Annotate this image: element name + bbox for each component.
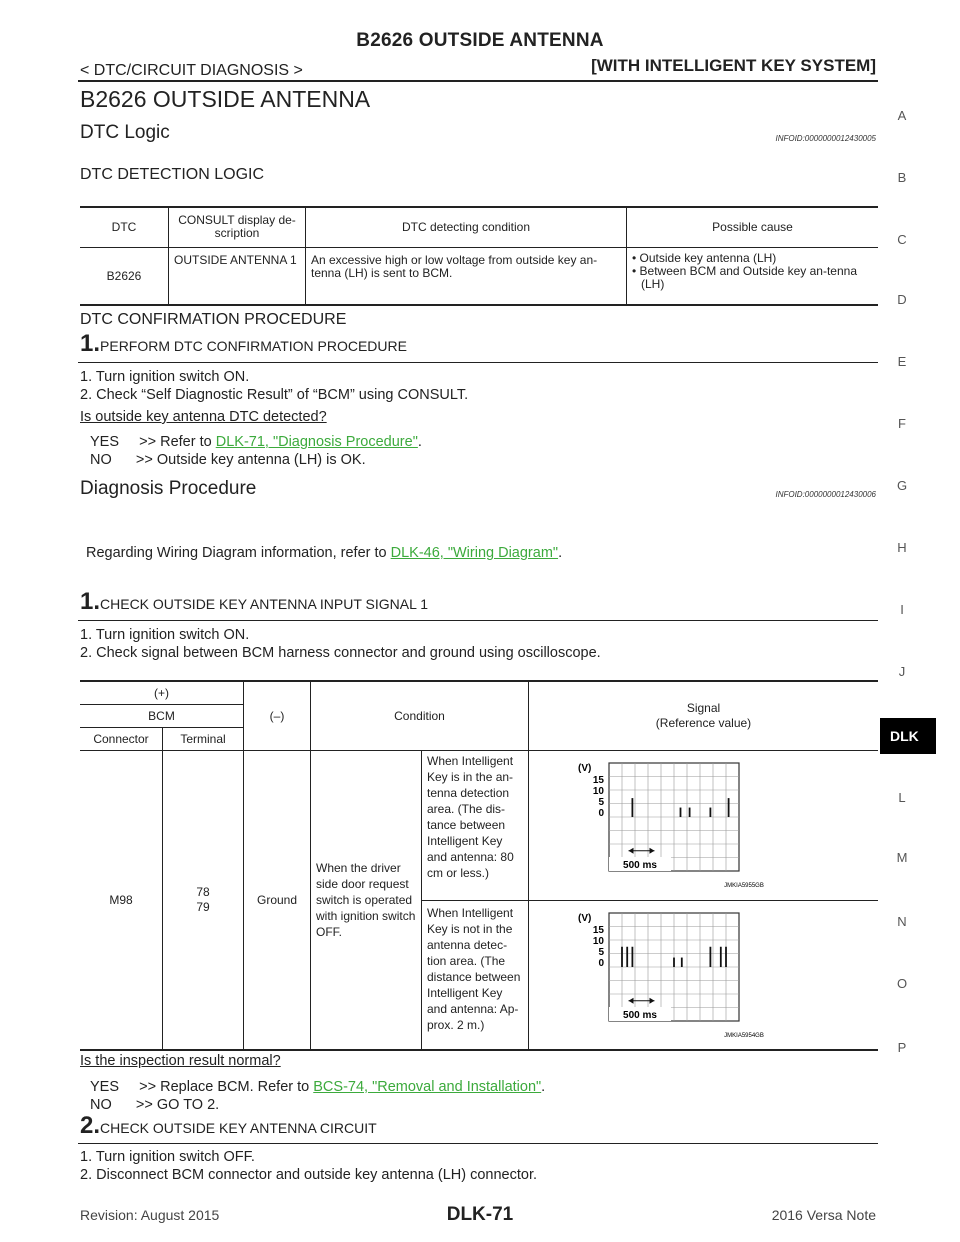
scope-grid	[609, 763, 739, 871]
section-label: < DTC/CIRCUIT DIAGNOSIS >	[80, 62, 303, 79]
dtc-causes	[627, 247, 879, 305]
system-label: [WITH INTELLIGENT KEY SYSTEM]	[591, 56, 876, 75]
confirm-step-1-items	[80, 368, 468, 404]
wiring-prefix: Regarding Wiring Diagram information, refer to	[86, 545, 391, 561]
section-tab-p[interactable]: P	[897, 1040, 907, 1055]
step-number: 1.	[80, 588, 101, 615]
terminal-values	[163, 750, 244, 1050]
page-title: B2626 OUTSIDE ANTENNA	[80, 86, 371, 112]
inspection-no: NO >> GO TO 2.	[90, 1097, 220, 1113]
scope-tick: 5	[598, 797, 604, 808]
section-tab-c[interactable]: C	[897, 232, 907, 247]
list-item: 1. Turn ignition switch OFF.	[80, 1149, 255, 1165]
section-tab-g[interactable]: G	[896, 478, 908, 493]
oscilloscope-waveform-a	[574, 759, 794, 891]
scope-tick: 15	[592, 924, 604, 936]
step-rule	[78, 620, 878, 621]
list-item: 2. Check “Self Diagnostic Result” of “BCM” using CONSULT.	[80, 387, 469, 403]
th-minus: (–)	[244, 681, 311, 750]
section-tab-b[interactable]: B	[897, 170, 907, 185]
list-item: 1. Turn ignition switch ON.	[80, 369, 250, 385]
dtc-code: B2626	[80, 247, 169, 305]
step-rule	[78, 362, 878, 363]
th-cause: Possible cause	[712, 220, 793, 235]
th-plus: (+)	[80, 681, 244, 704]
diag-step-1-items	[80, 626, 601, 662]
section-tab-h[interactable]: H	[897, 540, 907, 555]
section-tab-o[interactable]: O	[896, 976, 908, 991]
list-item: 2. Disconnect BCM connector and outside key antenna (LH) connector.	[80, 1167, 538, 1183]
link-diagnosis-procedure[interactable]: DLK-71, "Diagnosis Procedure"	[215, 434, 418, 450]
scope-time: 500 ms	[623, 860, 657, 871]
inspection-yes	[90, 1078, 545, 1096]
cause-item: • Between BCM and Outside key an-tenna (LH)	[632, 263, 858, 291]
confirm-yes	[90, 433, 422, 451]
terminal-value: 78	[196, 884, 210, 899]
section-tab-e[interactable]: E	[897, 354, 907, 369]
step-title: CHECK OUTSIDE KEY ANTENNA INPUT SIGNAL 1	[100, 596, 429, 612]
scope-tick: 0	[598, 808, 604, 819]
section-tab-m[interactable]: M	[896, 850, 908, 865]
wiring-ref	[86, 544, 562, 562]
dtc-display: OUTSIDE ANTENNA 1	[169, 247, 306, 305]
terminal-value: 79	[196, 899, 210, 914]
ground-value: Ground	[244, 750, 311, 1050]
confirm-step-1	[80, 330, 407, 358]
section-tab-d[interactable]: D	[897, 292, 907, 307]
wiring-suffix: .	[558, 545, 563, 561]
cause-item: • Outside key antenna (LH)	[632, 250, 777, 265]
dtc-logic-infoid: INFOID:0000000012430005	[775, 134, 876, 143]
list-item: 1. Turn ignition switch ON.	[80, 627, 250, 643]
th-bcm: BCM	[80, 704, 244, 727]
dtc-table-wrap	[80, 206, 878, 306]
dtc-condition: An excessive high or low voltage from outside key an-tenna (LH) is sent to BCM.	[306, 247, 627, 305]
scope-tick: 5	[598, 946, 604, 958]
yes-prefix: YES >> Replace BCM. Refer to	[90, 1079, 314, 1095]
dtc-table	[80, 206, 878, 306]
scope-tick: 0	[598, 957, 604, 969]
header-rule	[78, 80, 878, 82]
confirm-question: Is outside key antenna DTC detected?	[80, 409, 327, 425]
th-terminal: Terminal	[163, 727, 244, 750]
scope-pulses	[629, 798, 729, 854]
link-wiring-diagram[interactable]: DLK-46, "Wiring Diagram"	[390, 545, 559, 561]
step-title: PERFORM DTC CONFIRMATION PROCEDURE	[100, 338, 407, 354]
confirm-no: NO >> Outside key antenna (LH) is OK.	[90, 452, 366, 468]
section-tab-i[interactable]: I	[900, 602, 904, 617]
th-condition: DTC detecting condition	[306, 207, 627, 247]
signal-label: Signal	[686, 700, 721, 715]
step-rule	[78, 1143, 878, 1144]
yes-suffix: .	[541, 1079, 546, 1095]
th-condition: Condition	[311, 681, 529, 750]
th-display: CONSULT display de-scription	[169, 207, 306, 247]
diagnosis-heading: Diagnosis Procedure	[80, 478, 257, 499]
inspection-question: Is the inspection result normal?	[80, 1053, 281, 1069]
dtc-logic-heading: DTC Logic	[80, 122, 170, 143]
condition-a: When Intelligent Key is in the an-tenna detection area. (The dis-tance between Intelligent Key and antenna: 80 cm or less.)	[422, 750, 529, 900]
section-tab-f[interactable]: F	[898, 416, 906, 431]
footer-revision: Revision: August 2015	[80, 1207, 220, 1223]
yes-prefix: YES >> Refer to	[90, 434, 216, 450]
signal-sub-label: (Reference value)	[655, 715, 752, 730]
link-removal-installation[interactable]: BCS-74, "Removal and Installation"	[313, 1079, 542, 1095]
footer-page-number: DLK-71	[446, 1204, 514, 1225]
signal-cell-b	[529, 900, 879, 1050]
step-number: 1.	[80, 330, 101, 357]
scope-tick: 10	[592, 786, 604, 797]
footer-model: 2016 Versa Note	[771, 1207, 876, 1223]
th-dtc: DTC	[80, 207, 169, 247]
dtc-detection-heading: DTC DETECTION LOGIC	[80, 166, 265, 183]
section-tab-dlk[interactable]: DLK	[880, 718, 936, 754]
signal-cell-a	[529, 750, 879, 900]
section-tab-j[interactable]: J	[898, 664, 906, 679]
section-tab-a[interactable]: A	[897, 108, 907, 123]
dtc-confirmation-heading: DTC CONFIRMATION PROCEDURE	[80, 311, 347, 328]
oscilloscope-waveform-b	[574, 909, 794, 1041]
condition-main: When the driver side door request switch is operated with ignition switch OFF.	[311, 750, 422, 1050]
scope-tick: 10	[592, 935, 604, 947]
scope-time: 500 ms	[623, 1009, 657, 1021]
step-title: CHECK OUTSIDE KEY ANTENNA CIRCUIT	[100, 1120, 377, 1136]
scope-unit: (V)	[578, 763, 592, 774]
diagnosis-infoid: INFOID:0000000012430006	[775, 490, 876, 499]
th-signal	[529, 681, 879, 750]
section-tab-l[interactable]: L	[898, 790, 906, 805]
diag-step-2-items	[80, 1148, 537, 1184]
signal-table-wrap	[80, 680, 878, 1051]
running-title: B2626 OUTSIDE ANTENNA	[356, 30, 604, 51]
figure-id: JMKIA5955GB	[724, 883, 764, 889]
list-item: 2. Check signal between BCM harness connector and ground using oscilloscope.	[80, 645, 601, 661]
condition-b: When Intelligent Key is not in the antenna detec-tion area. (The distance between Intelligent Key and antenna: Ap-prox. 2 m.)	[422, 900, 529, 1050]
th-connector: Connector	[80, 727, 163, 750]
scope-unit: (V)	[578, 912, 592, 924]
scope-tick: 15	[592, 775, 604, 786]
figure-id: JMKIA5954GB	[724, 1032, 764, 1039]
step-number: 2.	[80, 1112, 101, 1139]
diag-step-1	[80, 588, 428, 616]
signal-table	[80, 680, 878, 1051]
section-tab-n[interactable]: N	[897, 914, 907, 929]
yes-suffix: .	[417, 434, 422, 450]
connector-value: M98	[80, 750, 163, 1050]
diag-step-2	[80, 1112, 377, 1140]
